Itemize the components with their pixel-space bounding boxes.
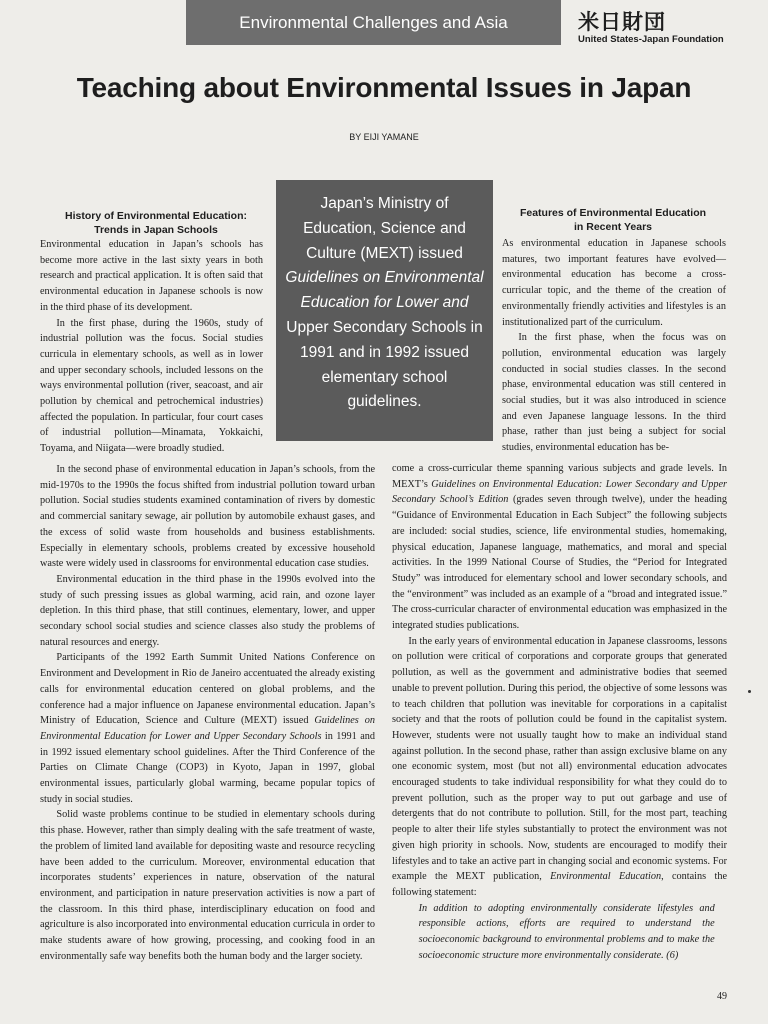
banner-text: Environmental Challenges and Asia xyxy=(239,12,508,32)
guidelines-title: Guidelines on Environmental Education for Lower and Upper Secondary Schools xyxy=(40,715,375,742)
byline: BY EIJI YAMANE xyxy=(349,132,419,142)
text-run: in 1991 and in 1992 issued elementary school guidelines. After the Third Conference of the Parties on Climate Change (COP3) in Kyoto, Japan in 1997, global environmental issues, particularly global warming, became popular topics of study in social studies. xyxy=(40,730,375,805)
paragraph: Environmental education in Japan’s schools has become more active in the last sixty years in both research and practical application. It is often said that environmental education in Japanese schools is now in the third phase of its development. xyxy=(40,239,263,313)
left-column-text xyxy=(40,237,263,457)
paragraph: In the first phase, during the 1960s, study of industrial pollution was the focus. Social studies curricula in elementary schools, as well as in lower and upper secondary schools, included lessons on the ways environmental pollution (river, seacoast, and air pollution by chemical and petrochemical industries) affected the population. In particular, four court cases of industrial pollution—Minamata, Yokkaichi, Toyama, and Niigata—were broadly studied. xyxy=(40,317,263,455)
page-number: 49 xyxy=(717,991,727,1002)
paragraph: Solid waste problems continue to be studied in elementary schools during this phase. However, rather than simply dealing with the safe treatment of waste, the problem of limited land available for depositing waste and resource recycling have been added to the curriculum. Moreover, environmental education that incorporates students’ experiences in nature, observation of the natural environment, and participation in nature preservation activities is now a part of the classroom. In this third phase, interdisciplinary education on food and agriculture is also incorporated into environmental education curricula in order to make students aware of how growing, processing, and cooking food in an environmentally safe way benefits both the human body and the larger society. xyxy=(40,809,375,962)
block-quote: In addition to adopting environmentally considerate lifestyles and responsible actions, efforts are required to understand the socioeconomic background to environmental problems and to make the socioeconomic structure more environmentally considerate. (6) xyxy=(418,902,715,961)
logo-name: United States-Japan Foundation xyxy=(578,34,724,45)
paragraph: In the first phase, when the focus was on pollution, environmental education was largely conducted in social studies classes. In the second phase, environmental education was still centered in social studies, but it was also introduced in science and even Japanese language lessons. In the third phase, rather than just being a subject for social studies, environmental education has be- xyxy=(502,332,726,454)
pull-quote-box xyxy=(276,180,493,441)
text-run: In the early years of environmental education in Japanese classrooms, lessons on pollution were critical of corporations and corporate groups that generated pollution, as well as the government and administrative bodies that seemed unable to prevent pollution. During this period, the objective of some lessons was to teach children that pollution was inevitable for corporations in a capitalist society and that the roots of pollution could be found in the capitalist system. However, students were not usually taught how to make an individual stand against pollution. In the second phase, rather than assign exclusive blame on any one economic system, most (but not all) environmental education advocates encouraged students to take individual responsibility for what they could do to prevent pollution, such as the proper way to put out garbage and use of detergents that do not contribute to pollution. Still, for the most part, teaching people to alter their life styles substantially to protect the environment was not given high priority in schools. Now, students are encouraged to modify their lifestyles and to take an active part in changing social and economic systems. For example the MEXT publication, xyxy=(392,635,727,883)
paragraph: Environmental education in the third phase in the 1990s evolved into the study of such pressing issues as global warming, acid rain, and ozone layer depletion. In this third phase, that still continues, elementary, lower, and upper secondary school social studies and science classes also study the problems of natural resources and energy. xyxy=(40,573,375,648)
right-heading-line2: in Recent Years xyxy=(573,221,653,233)
section-banner xyxy=(186,0,561,45)
text-run: Participants of the 1992 Earth Summit United Nations Conference on Environment and Development in Rio de Janeiro accentuated the already existing calls for environmental education centered on global problems, and the conference had a major influence on Japanese environmental education. Japan’s Ministry of Education, Science and Culture (MEXT) issued xyxy=(40,652,375,727)
right-section-heading xyxy=(500,206,726,234)
publication-title: Environmental Education xyxy=(550,871,662,883)
foundation-logo xyxy=(578,12,724,45)
pull-quote-line: Culture (MEXT) issued xyxy=(306,244,463,262)
text-run: (grades seven through twelve), under the heading “Guidance of Environmental Education in Each Subject” the following subjects are included: social studies, science, life environmental studies, homemaking, physical education, Japanese language, mathematics, and moral and special activities. In the 1999 National Course of Studies, the “Period for Integrated Study” was introduced for elementary school and lower secondary schools, and the “environment” was included as an example of a “broad and integrated issue.” The cross-curricular character of environmental education was emphasized in the integrated studies publications. xyxy=(392,494,727,632)
pull-quote-line: Guidelines on Environmental xyxy=(285,269,484,287)
text-run: come a cross-curricular theme spanning various subjects and grade levels. In MEXT’s xyxy=(392,463,727,490)
text-run: , contains the following statement: xyxy=(392,871,727,898)
paragraph xyxy=(392,461,727,634)
right-wide-column-text xyxy=(392,461,727,964)
article-title: Teaching about Environmental Issues in Japan xyxy=(76,72,692,103)
scan-dot xyxy=(748,690,751,693)
left-wide-column-text xyxy=(40,462,375,965)
paragraph xyxy=(392,634,727,901)
logo-kanji: 米日財団 xyxy=(578,11,666,34)
paragraph: In the second phase of environmental education in Japan’s schools, from the mid-1970s to the 1990s the focus shifted from industrial pollution toward urban pollution. Social studies students examined contamination of rivers by domestic and commercial sanitary sewage, air pollution by automobile exhaust gases, and the excess of solid waste from households and business establishments. Especially in elementary schools, problems created by excessive household waste were widely used in classrooms for environmental education case studies. xyxy=(40,464,375,570)
pull-quote-line: Education for Lower and xyxy=(300,294,469,312)
left-section-heading xyxy=(40,209,272,237)
paragraph: As environmental education in Japanese schools matures, two important features have evolved—environmental education has become a cross-curricular topic, and the theme of the creation of environmentally friendly activities and lifestyles is an institutionalized part of the curriculum. xyxy=(502,238,726,328)
pull-quote-line: Education, Science and xyxy=(303,219,466,237)
paragraph xyxy=(40,650,375,807)
right-heading-line1: Features of Environmental Education xyxy=(519,207,707,219)
right-column-text xyxy=(502,236,726,456)
pull-quote-line: 1991 and in 1992 issued xyxy=(300,343,469,361)
left-heading-line1: History of Environmental Education: xyxy=(64,210,248,222)
left-heading-line2: Trends in Japan Schools xyxy=(94,224,218,236)
guidelines-title: Guidelines on Environmental Education: Lower Secondary and Upper Secondary School’s Edition xyxy=(392,478,727,506)
pull-quote-line: guidelines. xyxy=(347,393,422,411)
pull-quote-line: Upper Secondary Schools in xyxy=(286,318,483,336)
pull-quote-line: elementary school xyxy=(321,368,448,386)
pull-quote-line: Japan’s Ministry of xyxy=(320,195,449,212)
